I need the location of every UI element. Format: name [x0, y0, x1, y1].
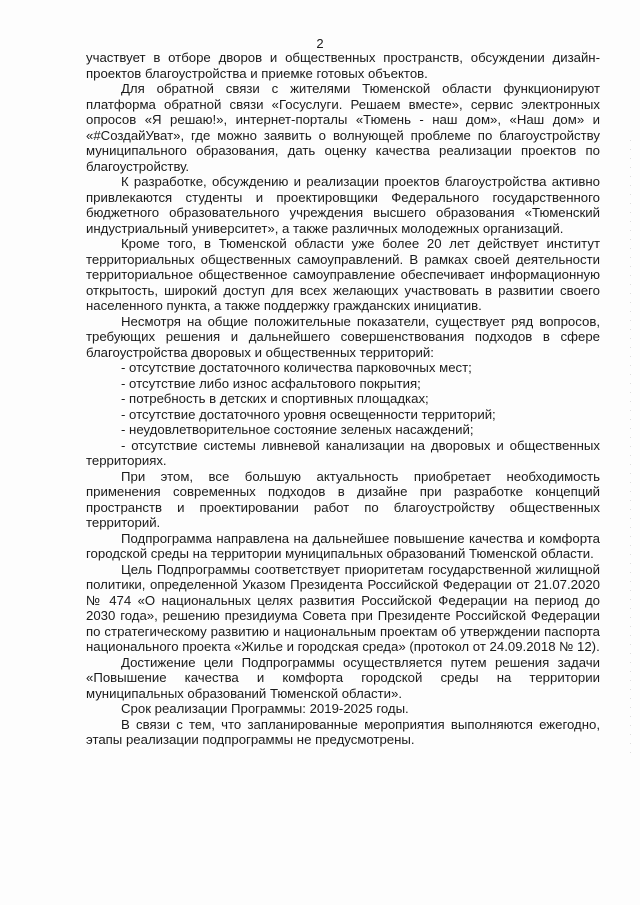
scan-margin-marks: [630, 140, 634, 760]
paragraph-goal-achievement: Достижение цели Подпрограммы осуществляется путем решения задачи «Повышение качества и комфорта городской среды на территории муниципальных образований Тюменской области».: [86, 654, 600, 701]
document-body: [86, 50, 600, 748]
list-item: - отсутствие системы ливневой канализации на дворовых и общественных территориях.: [86, 437, 600, 468]
list-item: - потребность в детских и спортивных площадках;: [121, 391, 429, 406]
list-item: - отсутствие достаточного уровня освещенности территорий;: [121, 406, 496, 422]
paragraph-program-term: Срок реализации Программы: 2019-2025 годы.: [121, 701, 409, 716]
list-item: - неудовлетворительное состояние зеленых насаждений;: [121, 422, 474, 437]
list-item: - отсутствие либо износ асфальтового покрытия;: [121, 375, 421, 391]
paragraph-feedback-platforms: Для обратной связи с жителями Тюменской области функционируют платформа обратной связи «Госуслуги. Решаем вместе», сервис электронных опросов «Я решаю!», интернет-порталы «Тюмень - наш дом», «Наш дом» и «#СоздайУват», где можно заявить о волнующей проблеме по благоустройству муниципального образования, дать оценку качества реализации проектов по благоустройству.: [86, 81, 600, 174]
paragraph-subprogram-aim: Подпрограмма направлена на дальнейшее повышение качества и комфорта городской среды на территории муниципальных образований Тюменской области.: [86, 530, 600, 561]
paragraph-students-involvement: К разработке, обсуждению и реализации проектов благоустройства активно привлекаются студенты и проектировщики Федерального государственного бюджетного образовательного учреждения высшего образования «Тюменский индустриальный университет», а также различных молодежных организаций.: [86, 174, 600, 236]
problems-list: [86, 360, 600, 469]
paragraph-issues-intro: Несмотря на общие положительные показатели, существует ряд вопросов, требующих решения и дальнейшего совершенствования подходов в сфере благоустройства дворовых и общественных территорий:: [86, 313, 600, 360]
paragraph-tos-institute: Кроме того, в Тюменской области уже более 20 лет действует институт территориальных общественных самоуправлений. В рамках своей деятельности территориальное общественное самоуправление обеспечивает информационную открытость, широкий доступ для всех желающих участвовать в развитии своего населенного пункта, а также поддержку гражданских инициатив.: [86, 236, 600, 313]
paragraph-modern-approaches: При этом, все большую актуальность приобретает необходимость применения современных подходов в дизайне при разработке концепций пространств и проектировании работ по благоустройству общественных территорий.: [86, 468, 600, 530]
paragraph-stages: В связи с тем, что запланированные мероприятия выполняются ежегодно, этапы реализации подпрограммы не предусмотрены.: [86, 716, 600, 747]
paragraph-continuation: участвует в отборе дворов и общественных пространств, обсуждении дизайн-проектов благоустройства и приемке готовых объектов.: [86, 50, 600, 81]
list-item: - отсутствие достаточного количества парковочных мест;: [121, 360, 472, 375]
paragraph-subprogram-goal: Цель Подпрограммы соответствует приоритетам государственной жилищной политики, определенной Указом Президента Российской Федерации от 21.07.2020 № 474 «О национальных целях развития Российской Федерации на период до 2030 года», решению президиума Совета при Президенте Российской Федерации по стратегическому развитию и национальным проектам об утверждении паспорта национального проекта «Жилье и городская среда» (протокол от 24.09.2018 № 12).: [86, 561, 600, 654]
page-number: 2: [316, 36, 324, 51]
